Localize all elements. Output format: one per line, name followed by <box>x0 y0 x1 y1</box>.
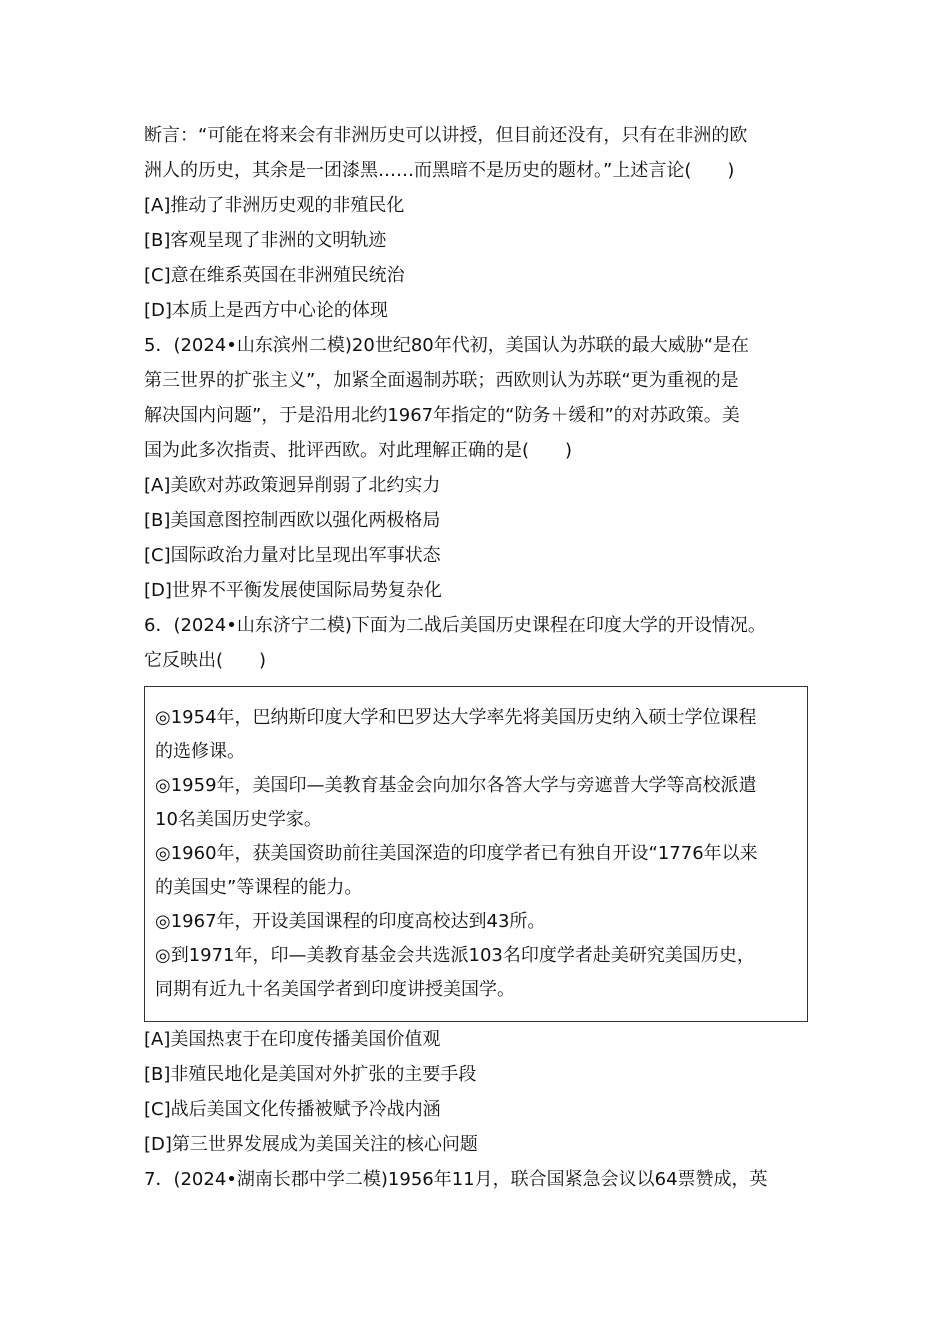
q6-material-line: ◎到1971年，印—美教育基金会共选派103名印度学者赴美研究美国历史， <box>155 945 755 966</box>
q5-stem-line: 解决国内问题”，于是沿用北约1967年指定的“防务＋缓和”的对苏政策。美 <box>144 405 740 426</box>
q6-option-d: [D]第三世界发展成为美国关注的核心问题 <box>144 1134 478 1155</box>
q5-option-b: [B]美国意图控制西欧以强化两极格局 <box>144 510 441 531</box>
q4-option-b: [B]客观呈现了非洲的文明轨迹 <box>144 230 387 251</box>
q4-stem-line: 断言：“可能在将来会有非洲历史可以讲授，但目前还没有，只有在非洲的欧 <box>144 125 748 146</box>
q6-option-b: [B]非殖民地化是美国对外扩张的主要手段 <box>144 1064 477 1085</box>
q5-option-d: [D]世界不平衡发展使国际局势复杂化 <box>144 580 442 601</box>
q7-stem-line: 7．(2024•湖南长郡中学二模)1956年11月，联合国紧急会议以64票赞成，英 <box>144 1169 768 1190</box>
q4-option-d: [D]本质上是西方中心论的体现 <box>144 300 388 321</box>
question-5 <box>144 328 808 608</box>
q4-stem-line: 洲人的历史，其余是一团漆黑……而黑暗不是历史的题材。”上述言论( ) <box>144 160 735 181</box>
q5-stem-line: 国为此多次指责、批评西欧。对此理解正确的是( ) <box>144 440 573 461</box>
q5-stem-line: 5．(2024•山东滨州二模)20世纪80年代初，美国认为苏联的最大威胁“是在 <box>144 335 750 356</box>
q6-option-a: [A]美国热衷于在印度传播美国价值观 <box>144 1029 441 1050</box>
q6-material-line: 10名美国历史学家。 <box>155 809 322 830</box>
q5-option-a: [A]美欧对苏政策迥异削弱了北约实力 <box>144 475 441 496</box>
q6-material-line: ◎1959年，美国印—美教育基金会向加尔各答大学与旁遮普大学等高校派遣 <box>155 775 757 796</box>
q5-stem-line: 第三世界的扩张主义”，加紧全面遏制苏联；西欧则认为苏联“更为重视的是 <box>144 370 739 391</box>
question-6 <box>144 608 808 1162</box>
q6-material-line: ◎1967年，开设美国课程的印度高校达到43所。 <box>155 911 546 932</box>
q6-material-line: 同期有近九十名美国学者到印度讲授美国学。 <box>155 979 515 1000</box>
q6-material-box <box>144 686 808 1022</box>
q4-option-a: [A]推动了非洲历史观的非殖民化 <box>144 195 405 216</box>
q6-material-line: ◎1954年，巴纳斯印度大学和巴罗达大学率先将美国历史纳入硕士学位课程 <box>155 707 757 728</box>
q6-material-line: 的美国史”等课程的能力。 <box>155 877 363 898</box>
q6-stem-line: 它反映出( ) <box>144 650 267 671</box>
q4-option-c: [C]意在维系英国在非洲殖民统治 <box>144 265 405 286</box>
q6-material-line: 的选修课。 <box>155 741 245 762</box>
q6-stem-line: 6．(2024•山东济宁二模)下面为二战后美国历史课程在印度大学的开设情况。 <box>144 615 766 636</box>
q5-option-c: [C]国际政治力量对比呈现出军事状态 <box>144 545 441 566</box>
question-4 <box>144 118 808 328</box>
document-page <box>144 118 808 1197</box>
question-7 <box>144 1162 808 1197</box>
q6-material-line: ◎1960年，获美国资助前往美国深造的印度学者已有独自开设“1776年以来 <box>155 843 758 864</box>
q6-option-c: [C]战后美国文化传播被赋予冷战内涵 <box>144 1099 441 1120</box>
